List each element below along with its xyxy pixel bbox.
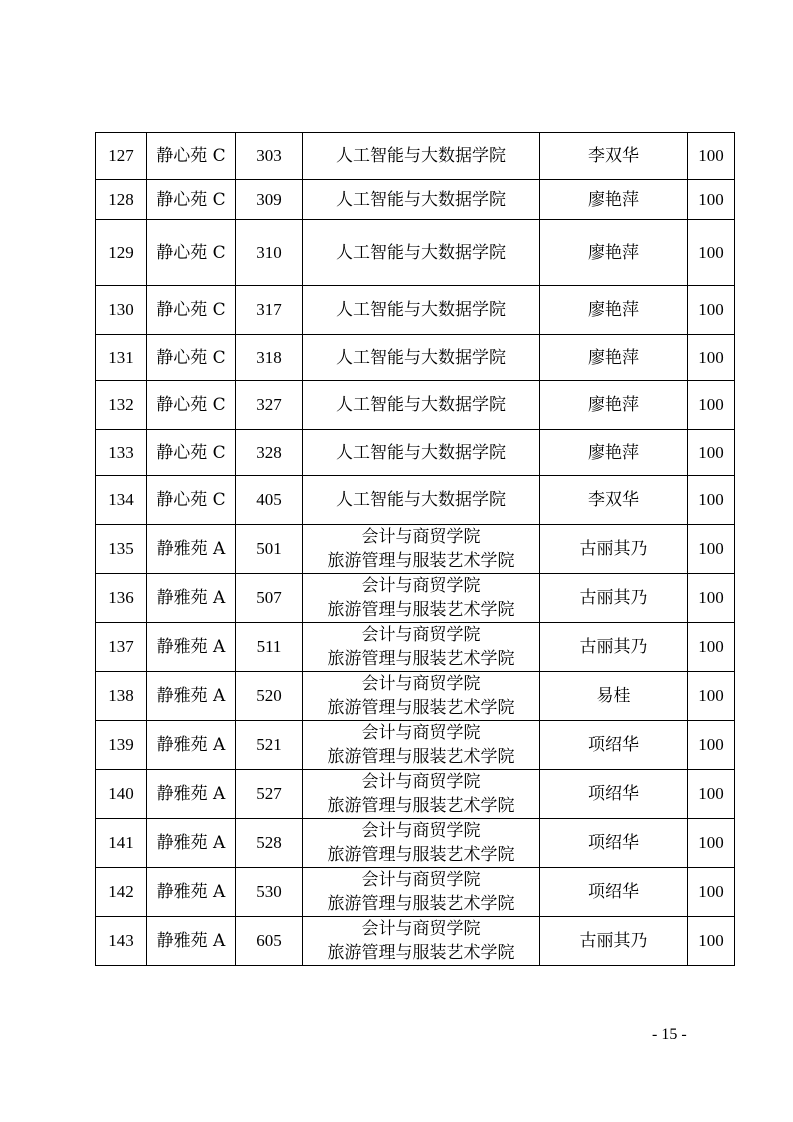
college-name: 会计与商贸学院	[361, 919, 481, 939]
college-name: 旅游管理与服装艺术学院	[327, 845, 515, 865]
cell-room: 309	[236, 180, 303, 220]
cell-college	[303, 672, 540, 721]
college-name: 会计与商贸学院	[361, 723, 481, 743]
cell-no: 142	[96, 868, 147, 917]
college-name: 人工智能与大数据学院	[336, 395, 506, 415]
college-name: 会计与商贸学院	[361, 625, 481, 645]
cell-college	[303, 770, 540, 819]
cell-no: 140	[96, 770, 147, 819]
college-name: 会计与商贸学院	[361, 870, 481, 890]
cell-score: 100	[688, 917, 735, 966]
cell-score: 100	[688, 525, 735, 574]
cell-person: 廖艳萍	[540, 430, 688, 476]
college-name: 旅游管理与服装艺术学院	[327, 600, 515, 620]
cell-no: 127	[96, 133, 147, 180]
cell-room: 501	[236, 525, 303, 574]
cell-room: 303	[236, 133, 303, 180]
cell-room: 520	[236, 672, 303, 721]
cell-person: 廖艳萍	[540, 220, 688, 286]
cell-no: 139	[96, 721, 147, 770]
cell-score: 100	[688, 819, 735, 868]
cell-college	[303, 721, 540, 770]
table-row	[96, 476, 735, 525]
table-row	[96, 430, 735, 476]
cell-college	[303, 133, 540, 180]
college-name: 旅游管理与服装艺术学院	[327, 747, 515, 767]
cell-building: 静心苑 C	[147, 430, 236, 476]
table-row	[96, 672, 735, 721]
cell-building: 静雅苑 A	[147, 623, 236, 672]
page-number: - 15 -	[652, 1026, 687, 1043]
college-name: 旅游管理与服装艺术学院	[327, 551, 515, 571]
dormitory-table	[95, 132, 735, 966]
table-row	[96, 180, 735, 220]
cell-college	[303, 381, 540, 430]
cell-building: 静雅苑 A	[147, 525, 236, 574]
cell-score: 100	[688, 574, 735, 623]
college-name: 旅游管理与服装艺术学院	[327, 943, 515, 963]
cell-building: 静雅苑 A	[147, 721, 236, 770]
cell-building: 静雅苑 A	[147, 917, 236, 966]
cell-college	[303, 623, 540, 672]
table-row	[96, 917, 735, 966]
college-name: 会计与商贸学院	[361, 527, 481, 547]
table-row	[96, 335, 735, 381]
cell-no: 134	[96, 476, 147, 525]
cell-building: 静雅苑 A	[147, 868, 236, 917]
cell-college	[303, 335, 540, 381]
cell-no: 137	[96, 623, 147, 672]
cell-room: 507	[236, 574, 303, 623]
college-name: 人工智能与大数据学院	[336, 490, 506, 510]
cell-college	[303, 476, 540, 525]
table-row	[96, 868, 735, 917]
cell-no: 133	[96, 430, 147, 476]
table-row	[96, 133, 735, 180]
cell-building: 静雅苑 A	[147, 672, 236, 721]
cell-person: 古丽其乃	[540, 917, 688, 966]
cell-score: 100	[688, 721, 735, 770]
cell-room: 328	[236, 430, 303, 476]
table-row	[96, 574, 735, 623]
cell-building: 静心苑 C	[147, 133, 236, 180]
cell-score: 100	[688, 623, 735, 672]
cell-person: 项绍华	[540, 819, 688, 868]
cell-score: 100	[688, 133, 735, 180]
cell-room: 317	[236, 286, 303, 335]
cell-room: 527	[236, 770, 303, 819]
cell-college	[303, 917, 540, 966]
cell-score: 100	[688, 770, 735, 819]
cell-person: 古丽其乃	[540, 623, 688, 672]
cell-no: 135	[96, 525, 147, 574]
cell-person: 项绍华	[540, 868, 688, 917]
cell-college	[303, 574, 540, 623]
cell-college	[303, 868, 540, 917]
college-name: 旅游管理与服装艺术学院	[327, 796, 515, 816]
cell-no: 141	[96, 819, 147, 868]
cell-building: 静雅苑 A	[147, 574, 236, 623]
table-row	[96, 525, 735, 574]
cell-building: 静心苑 C	[147, 335, 236, 381]
cell-person: 项绍华	[540, 721, 688, 770]
table-body	[96, 133, 735, 966]
cell-building: 静心苑 C	[147, 180, 236, 220]
cell-building: 静心苑 C	[147, 286, 236, 335]
college-name: 人工智能与大数据学院	[336, 442, 506, 463]
table-row	[96, 770, 735, 819]
cell-person: 廖艳萍	[540, 381, 688, 430]
cell-no: 136	[96, 574, 147, 623]
cell-room: 310	[236, 220, 303, 286]
table-row	[96, 721, 735, 770]
cell-building: 静心苑 C	[147, 381, 236, 430]
cell-person: 李双华	[540, 476, 688, 525]
cell-room: 318	[236, 335, 303, 381]
cell-college	[303, 220, 540, 286]
table-row	[96, 819, 735, 868]
college-name: 旅游管理与服装艺术学院	[327, 649, 515, 669]
college-name: 会计与商贸学院	[361, 772, 481, 792]
college-name: 人工智能与大数据学院	[336, 146, 506, 166]
cell-room: 521	[236, 721, 303, 770]
cell-no: 130	[96, 286, 147, 335]
cell-score: 100	[688, 868, 735, 917]
cell-college	[303, 525, 540, 574]
cell-person: 项绍华	[540, 770, 688, 819]
cell-building: 静心苑 C	[147, 476, 236, 525]
cell-college	[303, 180, 540, 220]
cell-person: 古丽其乃	[540, 525, 688, 574]
cell-no: 143	[96, 917, 147, 966]
cell-no: 131	[96, 335, 147, 381]
cell-college	[303, 430, 540, 476]
cell-room: 327	[236, 381, 303, 430]
college-name: 人工智能与大数据学院	[336, 347, 506, 368]
cell-room: 605	[236, 917, 303, 966]
table-row	[96, 286, 735, 335]
college-name: 会计与商贸学院	[361, 821, 481, 841]
cell-no: 132	[96, 381, 147, 430]
college-name: 旅游管理与服装艺术学院	[327, 698, 515, 718]
cell-building: 静雅苑 A	[147, 770, 236, 819]
cell-score: 100	[688, 180, 735, 220]
table-row	[96, 623, 735, 672]
cell-score: 100	[688, 430, 735, 476]
cell-person: 廖艳萍	[540, 180, 688, 220]
cell-room: 530	[236, 868, 303, 917]
cell-score: 100	[688, 220, 735, 286]
college-name: 人工智能与大数据学院	[336, 300, 506, 320]
cell-no: 128	[96, 180, 147, 220]
college-name: 旅游管理与服装艺术学院	[327, 894, 515, 914]
cell-score: 100	[688, 476, 735, 525]
cell-score: 100	[688, 335, 735, 381]
cell-person: 易桂	[540, 672, 688, 721]
cell-no: 138	[96, 672, 147, 721]
cell-room: 528	[236, 819, 303, 868]
cell-score: 100	[688, 286, 735, 335]
table-row	[96, 220, 735, 286]
cell-no: 129	[96, 220, 147, 286]
cell-person: 古丽其乃	[540, 574, 688, 623]
cell-score: 100	[688, 381, 735, 430]
table-row	[96, 381, 735, 430]
cell-room: 405	[236, 476, 303, 525]
college-name: 人工智能与大数据学院	[336, 189, 506, 210]
cell-person: 廖艳萍	[540, 335, 688, 381]
cell-score: 100	[688, 672, 735, 721]
cell-building: 静心苑 C	[147, 220, 236, 286]
cell-room: 511	[236, 623, 303, 672]
college-name: 会计与商贸学院	[361, 674, 481, 694]
cell-person: 廖艳萍	[540, 286, 688, 335]
cell-building: 静雅苑 A	[147, 819, 236, 868]
cell-college	[303, 286, 540, 335]
college-name: 会计与商贸学院	[361, 576, 481, 596]
cell-college	[303, 819, 540, 868]
college-name: 人工智能与大数据学院	[336, 242, 506, 263]
cell-person: 李双华	[540, 133, 688, 180]
